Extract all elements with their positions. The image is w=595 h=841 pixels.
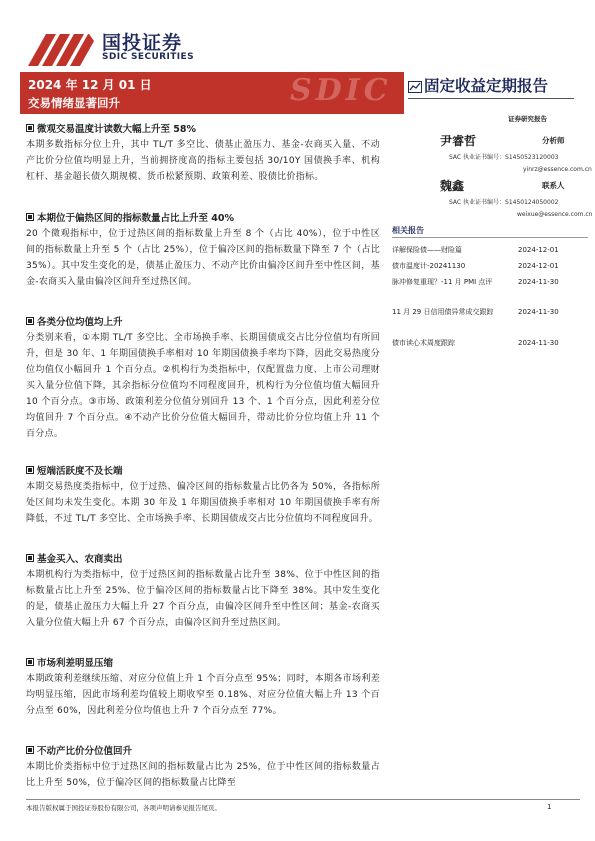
related-report-date: 2024-12-01 bbox=[518, 262, 559, 270]
section-body: 本期政策利差继续压缩、对应分位值上升 1 个百分点至 95%；同时，本期各市场利差均明显压缩，因此市场利差均值较上期收窄至 0.18%、对应分位值大幅上升 13 个百分点至 60%，因此利差分位均值也上升 7 个百分点至 77%。 bbox=[26, 674, 380, 716]
section-heading-text: 短端活跃度不及长端 bbox=[37, 466, 123, 477]
related-report-date: 2024-11-30 bbox=[518, 278, 559, 286]
related-report-date: 2024-11-30 bbox=[518, 339, 559, 347]
analyst-email[interactable]: weixue@essence.com.cn bbox=[517, 211, 593, 218]
section-heading-text: 不动产比价分位值回升 bbox=[37, 746, 133, 757]
related-report-date: 2024-12-01 bbox=[518, 246, 559, 254]
research-label: 证券研究报告 bbox=[508, 115, 547, 123]
report-type-heading bbox=[408, 74, 548, 96]
logo-stripes-icon bbox=[26, 28, 96, 68]
section-body: 本期比价类指标中位于过热区间的指标数量占比为 25%，位于中性区间的指标数量占比上升至 50%，位于偏冷区间的指标数量占比降至 bbox=[26, 762, 380, 788]
bullet-box-icon bbox=[26, 554, 34, 562]
section-heading bbox=[26, 551, 123, 565]
bullet-box-icon bbox=[26, 213, 34, 221]
section-body: 20 个微观指标中，位于过热区间的指标数量上升至 8 个（占比 40%），位于中性区间的指标数量上升至 5 个（占比 25%），位于偏冷区间的指标数量下降至 7 个（占比 35%）。其中发生变化的是，债基止盈压力、不动产比价由偏冷区间升至中性区间，基金-农商买入量由偏冷区间升至过热区间。 bbox=[26, 229, 380, 287]
banner-watermark: SDIC bbox=[290, 73, 392, 108]
brand-name-cn: 国投证券 bbox=[102, 32, 183, 54]
related-report-link[interactable]: 脉冲修复重现？-11 月 PMI 点评 bbox=[392, 278, 493, 286]
related-report-link[interactable]: 债市温度计-20241130 bbox=[392, 262, 466, 270]
related-report-date: 2024-11-30 bbox=[518, 308, 559, 316]
bullet-box-icon bbox=[26, 746, 34, 754]
bullet-box-icon bbox=[26, 466, 34, 474]
date-banner bbox=[20, 72, 404, 114]
related-report-link[interactable]: 债市读心术周度跟踪 bbox=[392, 339, 455, 347]
related-divider bbox=[392, 237, 588, 238]
analyst-name: 尹睿哲 bbox=[440, 134, 477, 148]
section-heading bbox=[26, 463, 123, 477]
company-logo bbox=[26, 26, 198, 70]
analyst-license: SAC 执业证书编号：S1450124050002 bbox=[449, 199, 559, 206]
report-type-label: 固定收益定期报告 bbox=[424, 77, 549, 95]
footer-disclaimer: 本报告版权属于国投证券股份有限公司，各项声明请参见报告尾页。 bbox=[26, 804, 221, 812]
section-body: 本期机构行为类指标中，位于过热区间的指标数量占比升至 38%、位于中性区间的指标数量占比上升至 25%、位于偏冷区间的指标数量占比下降至 38%。其中发生变化的是，债基止盈压力大幅上升 27 个百分点，由偏冷区间升至中性区间；基金-农商买入量分位值大幅上升 67 个百分点，由偏冷区间升至过热区间。 bbox=[26, 570, 380, 628]
section-body: 本期交易热度类指标中，位于过热、偏冷区间的指标数量占比仍各为 50%，各指标所处区间均未发生变化。本期 30 年及 1 年期国债换手率相对 10 年期国债换手率有所降低，不过 TL/T 多空比、全市场换手率、长期国债成交占比分位值均不同程度回升。 bbox=[26, 482, 380, 524]
bullet-box-icon bbox=[26, 317, 34, 325]
section-heading-text: 微观交易温度计读数大幅上升至 58% bbox=[37, 124, 197, 135]
related-reports-title: 相关报告 bbox=[392, 226, 424, 235]
section-heading-text: 各类分位均值均上升 bbox=[37, 317, 123, 328]
section-heading bbox=[26, 655, 113, 669]
section-heading bbox=[26, 743, 132, 757]
section-body: 分类别来看，①本期 TL/T 多空比、全市场换手率、长期国债成交占比分位值均有所回升，但是 30 年、1 年期国债换手率相对 10 年期国债换手率均下降，因此交易热度分位均值仅小幅回升 1 个百分点。②机构行为类指标中，仅配置盘力度、上市公司理财买入量分位值下降，其余指标分位值均不同程度回升，机构行为分位值均值大幅回升 10 个百分点。③市场、政策利差分位值分别回升 13 个、1 个百分点，因此利差分位均值回升 7 个百分点。④不动产比价分位值大幅回升，带动比价分位均值上升 11 个百分点。 bbox=[26, 333, 380, 439]
related-report-link[interactable]: 详解保险债——财险篇 bbox=[392, 246, 462, 254]
section-heading bbox=[26, 210, 234, 224]
analyst-name: 魏鑫 bbox=[440, 179, 465, 193]
analyst-role: 分析师 bbox=[542, 136, 565, 145]
section-heading-text: 市场利差明显压缩 bbox=[37, 658, 114, 669]
analyst-email[interactable]: yinrz@essence.com.cn bbox=[523, 166, 592, 173]
section-heading bbox=[26, 314, 123, 328]
related-report-link[interactable]: 11 月 29 日信用债异常成交跟踪 bbox=[392, 308, 494, 316]
section-body: 本期多数指标分位上升，其中 TL/T 多空比、债基止盈压力、基金-农商买入量、不动产比价分位值均明显上升，当前拥挤度高的指标主要包括 30/10Y 国债换手率、机构杠杆、基金超长债久期规模、货币松紧预期、政策利差、股债比价指标。 bbox=[26, 140, 380, 182]
section-heading bbox=[26, 121, 196, 135]
report-title: 交易情绪显著回升 bbox=[28, 96, 120, 110]
bullet-box-icon bbox=[26, 124, 34, 132]
bullet-box-icon bbox=[26, 658, 34, 666]
section-heading-text: 本期位于偏热区间的指标数量占比上升至 40% bbox=[37, 213, 235, 224]
chart-icon bbox=[408, 81, 422, 93]
analyst-role: 联系人 bbox=[542, 181, 565, 190]
analyst-license: SAC 执业证书编号：S1450523120003 bbox=[449, 154, 559, 161]
brand-name-en: SDIC SECURITIES bbox=[102, 52, 194, 62]
header-divider bbox=[408, 98, 574, 99]
page-number: 1 bbox=[547, 803, 552, 811]
footer-divider bbox=[26, 799, 580, 800]
section-heading-text: 基金买入、农商卖出 bbox=[37, 554, 123, 565]
report-date: 2024 年 12 月 01 日 bbox=[28, 78, 152, 92]
